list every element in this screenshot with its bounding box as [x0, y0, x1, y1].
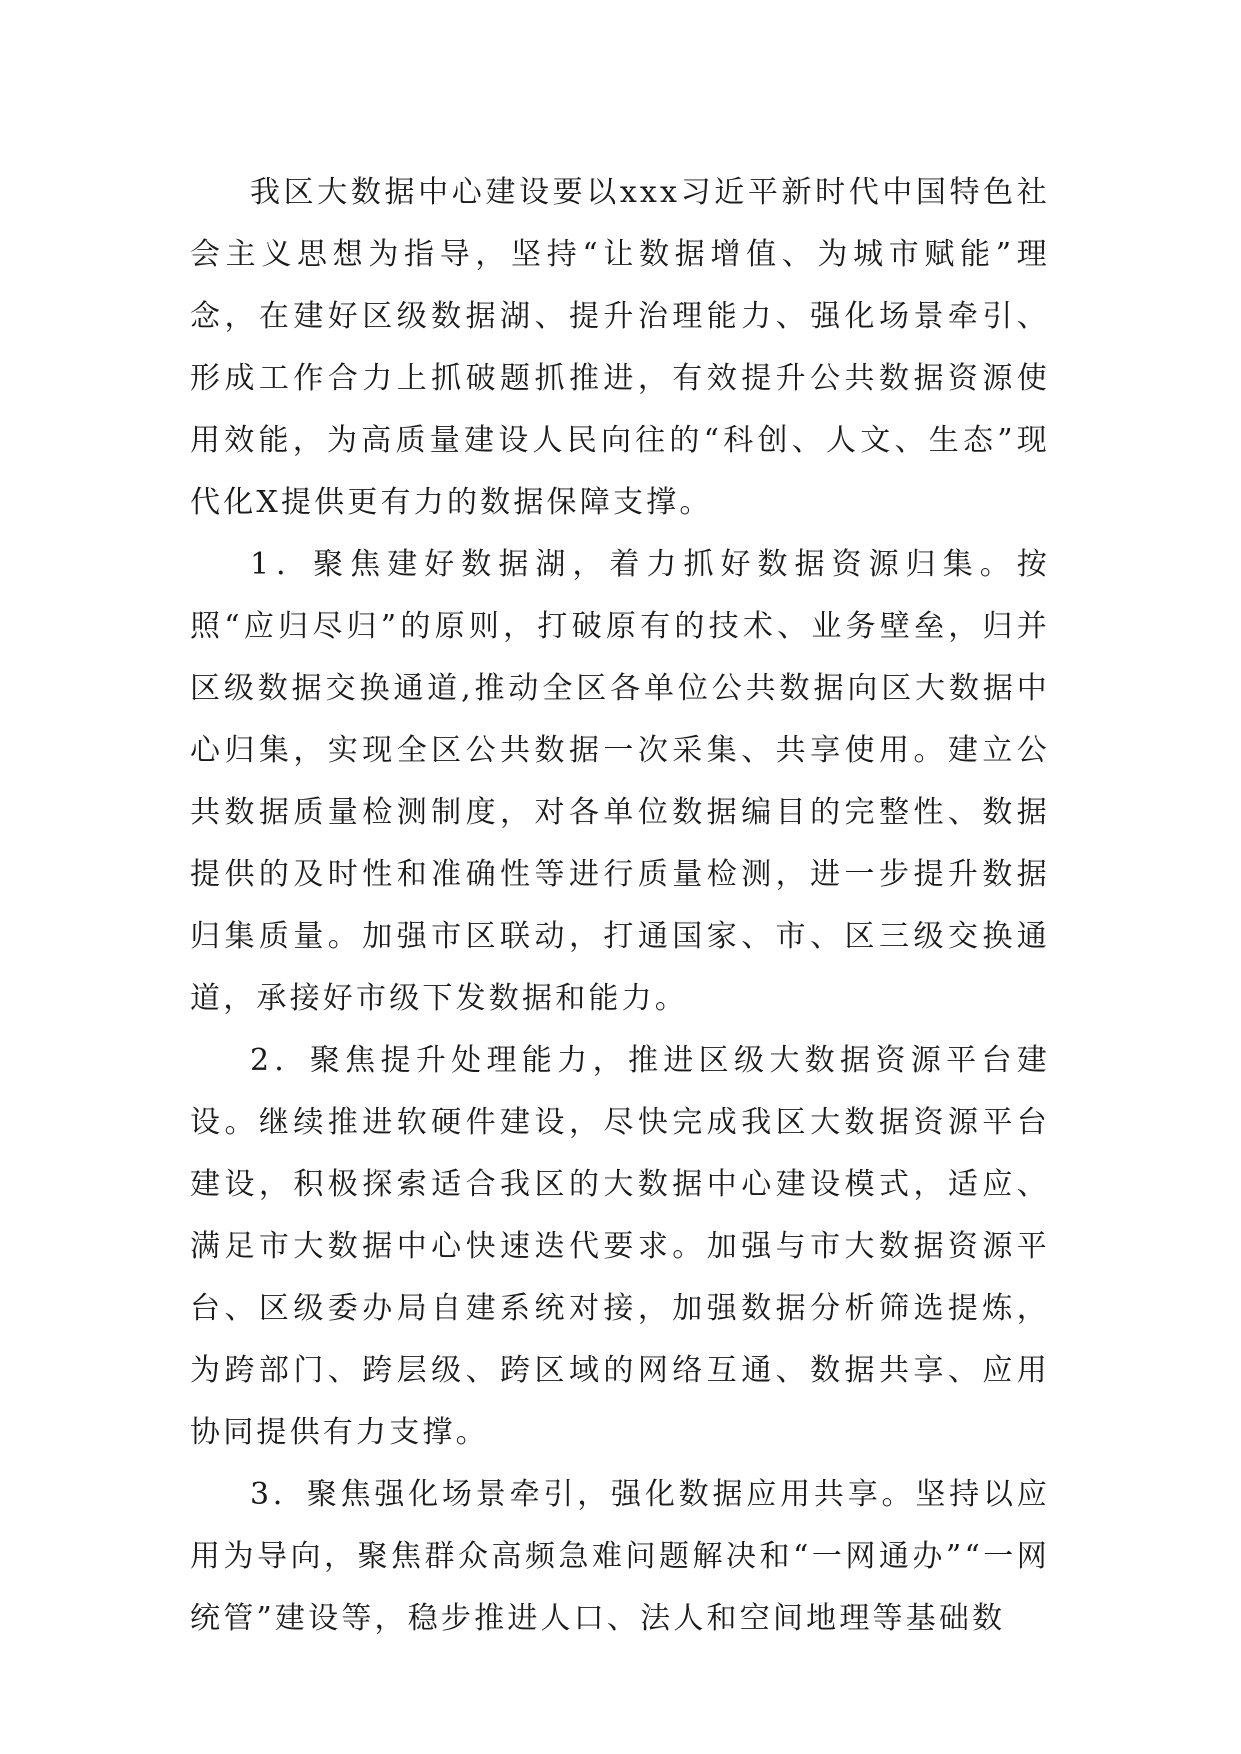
section-1-paragraph: 1．聚焦建好数据湖，着力抓好数据资源归集。按照“应归尽归”的原则，打破原有的技术、业务壁垒，归并区级数据交换通道,推动全区各单位公共数据向区大数据中心归集，实现全区公共数据一次采集、共享使用。建立公共数据质量检测制度，对各单位数据编目的完整性、数据提供的及时性和准确性等进行质量检测，进一步提升数据归集质量。加强市区联动，打通国家、市、区三级交换通道，承接好市级下发数据和能力。 — [190, 547, 1050, 1016]
document-body — [190, 162, 1050, 1650]
section-3-paragraph: 3．聚焦强化场景牵引，强化数据应用共享。坚持以应用为导向，聚焦群众高频急难问题解决和“一网通办”“一网统管”建设等，稳步推进人口、法人和空间地理等基础数 — [190, 1477, 1050, 1636]
section-2-paragraph: 2．聚焦提升处理能力，推进区级大数据资源平台建设。继续推进软硬件建设，尽快完成我区大数据资源平台建设，积极探索适合我区的大数据中心建设模式，适应、满足市大数据中心快速迭代要求。加强与市大数据资源平台、区级委办局自建系统对接，加强数据分析筛选提炼，为跨部门、跨层级、跨区域的网络互通、数据共享、应用协同提供有力支撑。 — [190, 1043, 1050, 1450]
intro-paragraph: 我区大数据中心建设要以xxx习近平新时代中国特色社会主义思想为指导，坚持“让数据增值、为城市赋能”理念，在建好区级数据湖、提升治理能力、强化场景牵引、形成工作合力上抓破题抓推进，有效提升公共数据资源使用效能，为高质量建设人民向往的“科创、人文、生态”现代化X提供更有力的数据保障支撑。 — [190, 175, 1050, 520]
